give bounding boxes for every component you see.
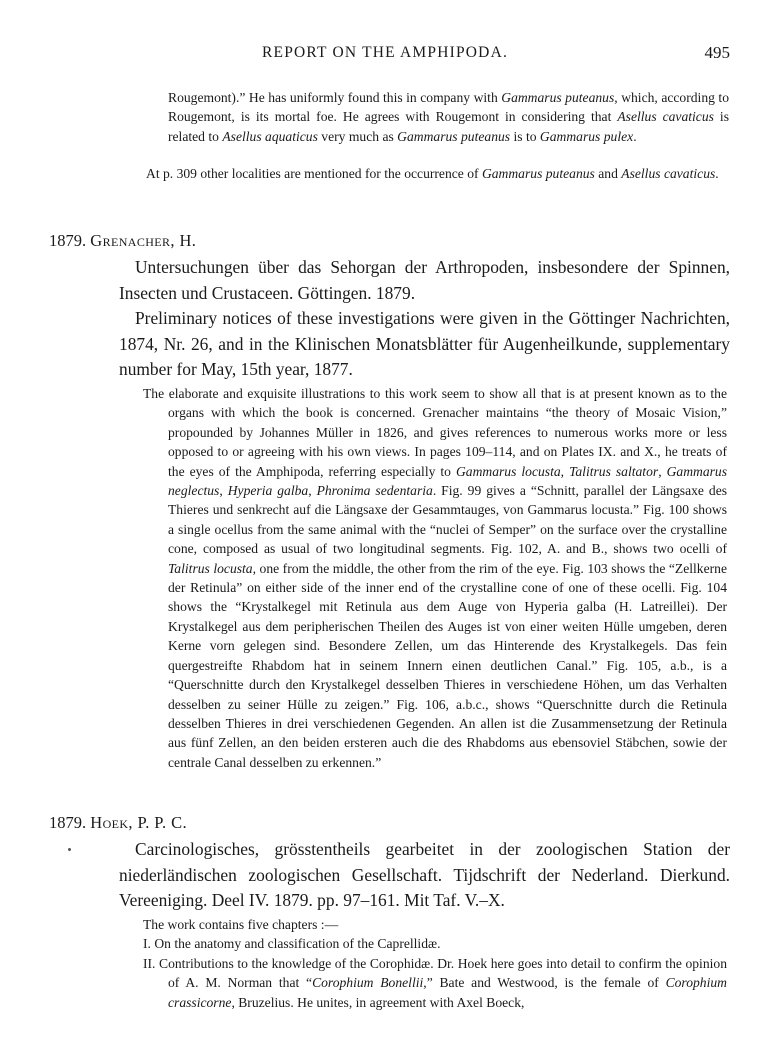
entry-author: Hoek, P. P. C. <box>90 813 188 832</box>
page-header <box>0 44 776 64</box>
page-number: 495 <box>704 43 730 62</box>
entry-note: Preliminary notices of these investigations were given in the Göttinger Nachrichten, 1874, Nr. 26, and in the Klinischen Monatsblätter für Augenheilkunde, supplementary number for May, 15th year, 1877. <box>119 308 730 379</box>
list-item: I. On the anatomy and classification of the Caprellidæ. <box>143 936 441 952</box>
entry-heading <box>49 813 187 833</box>
chapter-list <box>143 915 727 1012</box>
continued-quote: Rougemont).” He has uniformly found this in company with Gammarus puteanus, which, according to Rougemont, is its mortal foe. He agrees with Rougemont in considering that Asellus cavaticus is related to Asellus aquaticus very much as Gammarus puteanus is to Gammarus pulex. <box>168 90 729 144</box>
entry-year: 1879. <box>49 813 87 832</box>
continued-quote-note: At p. 309 other localities are mentioned for the occurrence of Gammarus puteanus and Asellus cavaticus. <box>146 166 719 181</box>
chapter-list-intro: The work contains five chapters :— <box>143 917 339 932</box>
entry-title: Untersuchungen über das Sehorgan der Arthropoden, insbesondere der Spinnen, Insecten und Crustaceen. Göttingen. 1879. <box>119 257 730 303</box>
entry-title: Carcinologisches, grösstentheils gearbeitet in der zoologischen Station der niederländischen zoologischen Gesellschaft. Tijdschrift der Nederland. Dierkund. Vereeniging. Deel IV. 1879. pp. 97–161. Mit Taf. V.–X. <box>119 839 730 910</box>
entry-year: 1879. <box>49 231 87 250</box>
ink-speck <box>68 848 71 851</box>
entry-author: Grenacher, H. <box>90 231 197 250</box>
entry-summary: The elaborate and exquisite illustrations to this work seem to show all that is at present known as to the organs with which the book is concerned. Grenacher maintains “the theory of Mosaic Vision,” propounded by Johannes Müller in 1826, and gives references to numerous works more or less opposed to or agreeing with his own views. In pages 109–114, and on Plates IX. and X., he treats of the eyes of the Amphipoda, referring especially to Gammarus locusta, Talitrus saltator, Gammarus neglectus, Hyperia galba, Phronima sedentaria. Fig. 99 gives a “Schnitt, parallel der Längsaxe des Thieres und senkrecht auf die Längsaxe der Gesammtauges, von Gammarus locusta.” Fig. 100 shows a single ocellus from the same animal with the “nuclei of Semper” on the surface over the crystalline cone, composed as usual of two longitudinal segments. Fig. 102, A. and B., shows two ocelli of Talitrus locusta, one from the middle, the other from the rim of the eye. Fig. 103 shows the “Zellkerne der Retinula” on either side of the inner end of the crystalline cone of one of these ocelli. Fig. 104 shows the “Krystalkegel mit Retinula aus dem Auge von Hyperia galba (H. Latreillei). Der Krystalkegel aus dem peripherischen Theilen des Auges ist von einer weiten Hülle umgeben, deren Kerne vorn gelegen sind. Besondere Zellen, um das Hinterende des Krystalkegels. Das fein quergestreifte Rhabdom hat in seinem Innern einen deutlichen Canal.” Fig. 105, a.b., is a “Querschnitte durch den Krystalkegel desselben Thieres in verschiedene Höhen, um das Verhalten desselben zu seiner Hülle zu zeigen.” Fig. 106, a.b.c., shows “Querschnitte durch die Retinula desselben Thieres in drei verschiedenen Gegenden. An allen ist die Zusammensetzung der Retinula aus fünf Zellen, an den beiden ersteren auch die des Rhabdoms aus ebensoviel Stäbchen, sowie der centrale Canal desselben zu erkennen.” <box>143 386 728 770</box>
list-item: II. Contributions to the knowledge of the Corophidæ. Dr. Hoek here goes into detail to confirm the opinion of A. M. Norman that “Corophium Bonellii,” Bate and Westwood, is the female of Corophium crassicorne, Bruzelius. He unites, in agreement with Axel Boeck, <box>143 955 727 1010</box>
running-title: REPORT ON THE AMPHIPODA. <box>262 44 509 61</box>
entry-heading <box>49 231 196 251</box>
